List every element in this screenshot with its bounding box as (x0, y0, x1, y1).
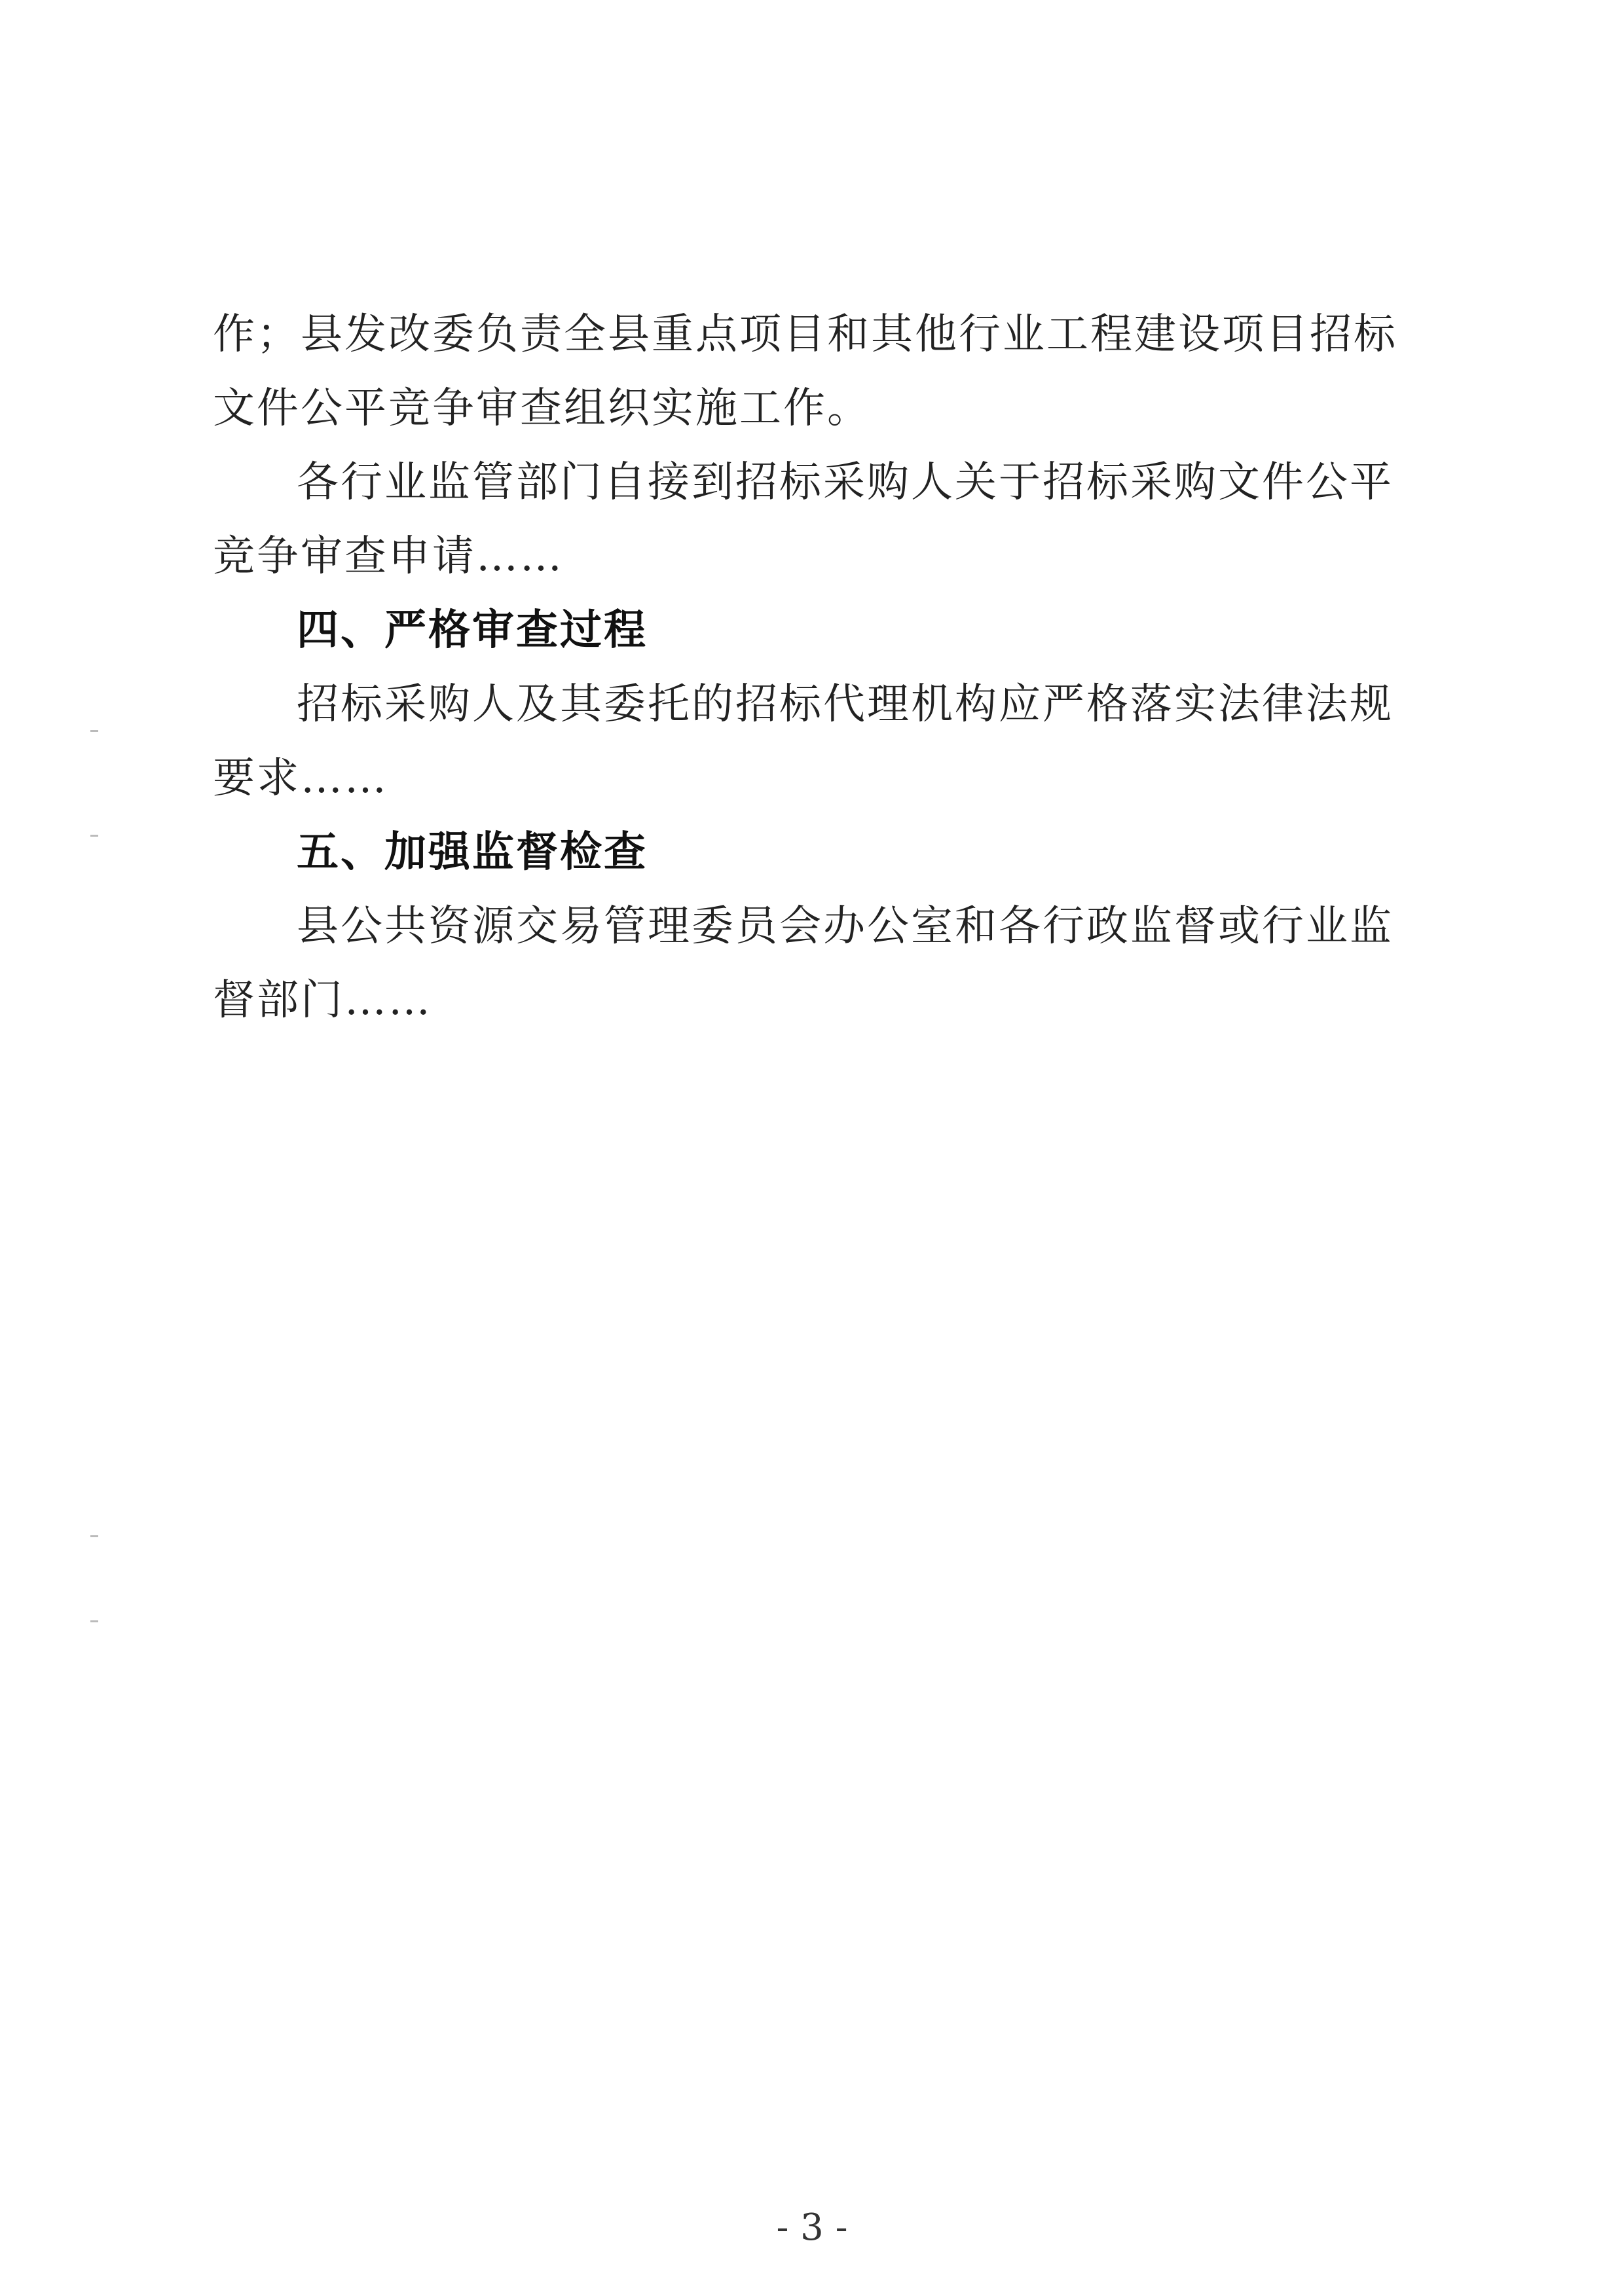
scan-mark (90, 1535, 98, 1537)
scan-mark (90, 730, 98, 732)
scan-mark (90, 1620, 98, 1622)
scan-mark (90, 835, 98, 837)
section-heading: 五、加强监督检查 (297, 828, 648, 877)
body-paragraph: 县公共资源交易管理委员会办公室和各行政监督或行业监督部门…… (213, 902, 1393, 1025)
body-paragraph: 各行业监管部门自接到招标采购人关于招标采购文件公平竞争审查申请…… (213, 458, 1393, 581)
page-number: - 3 - (776, 2206, 848, 2249)
body-paragraph: 招标采购人及其委托的招标代理机构应严格落实法律法规要求…… (213, 680, 1393, 803)
section-heading: 四、严格审查过程 (297, 606, 648, 655)
document-body (213, 298, 1414, 1038)
body-paragraph: 作；县发改委负责全县重点项目和其他行业工程建设项目招标文件公平竞争审查组织实施工作。 (213, 310, 1397, 433)
